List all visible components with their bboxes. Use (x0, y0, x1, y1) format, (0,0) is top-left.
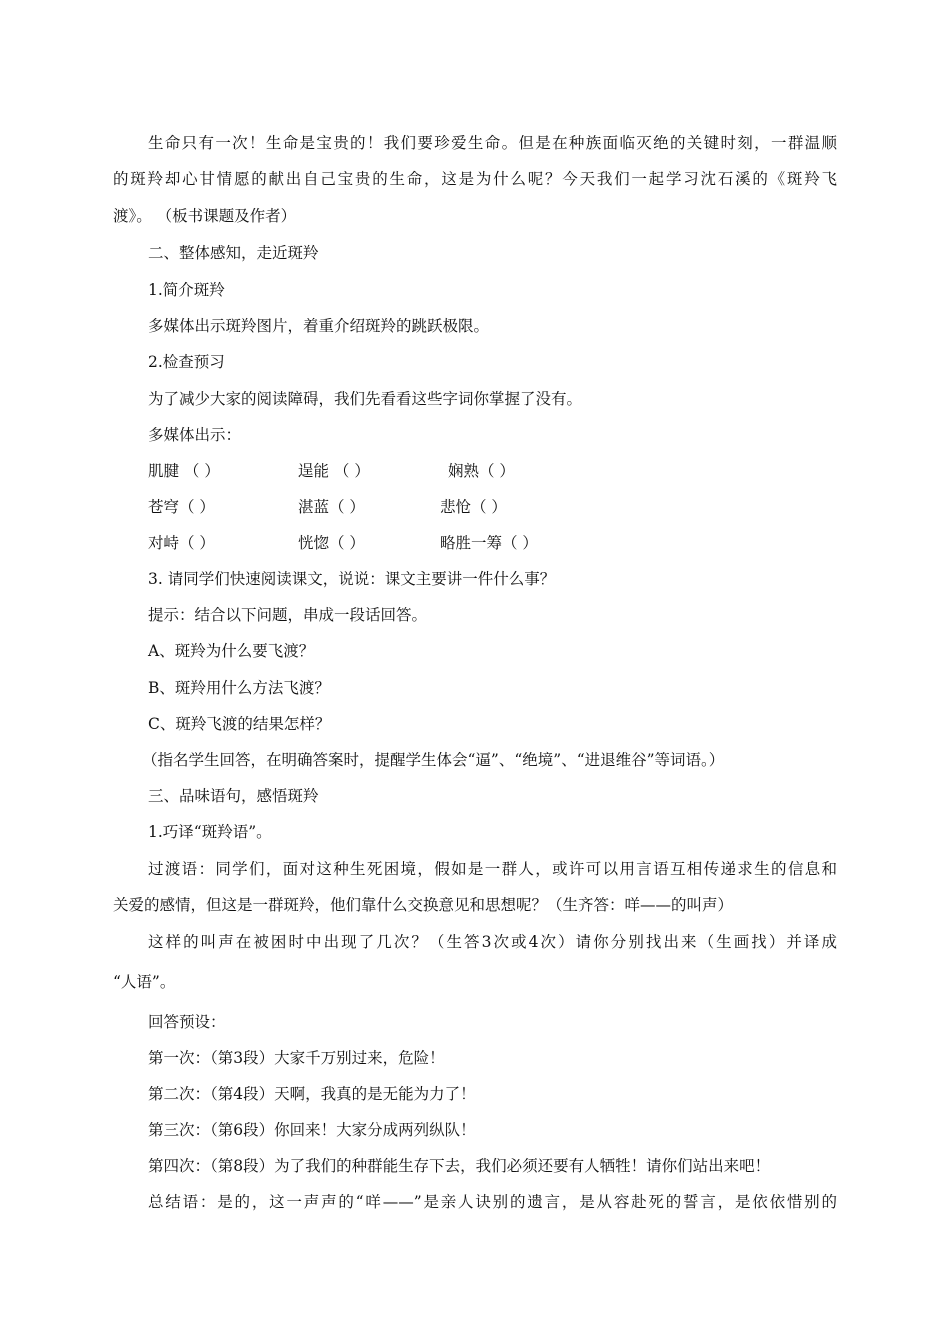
answer-item: 第二次：（第4段）天啊，我真的是无能为力了！ (148, 1085, 476, 1103)
item-3-title: 3. 请同学们快速阅读课文，说说：课文主要讲一件什么事？ (148, 570, 556, 588)
summary-line: 总结语：是的，这一声声的“咩——”是亲人诀别的遗言，是从容赴死的誓言，是依依惜别的 (148, 1193, 837, 1211)
vocab-cell: 对峙（ ） (148, 534, 215, 552)
intro-line-3: 渡》。 （板书课题及作者） (113, 207, 297, 225)
answer-item: 第三次：（第6段）你回来！大家分成两列纵队！ (148, 1121, 476, 1139)
calls-line-1: 这样的叫声在被困时中出现了几次？（生答3次或4次）请你分别找出来（生画找）并译成 (148, 933, 837, 951)
vocab-cell: 苍穹（ ） (148, 498, 215, 516)
answer-item: 第四次：（第8段）为了我们的种群能生存下去，我们必须还要有人牺牲！请你们站出来吧！ (148, 1157, 771, 1175)
preset-label: 回答预设： (148, 1013, 226, 1031)
intro-line-2: 的斑羚却心甘情愿的献出自己宝贵的生命，这是为什么呢？今天我们一起学习沈石溪的《斑羚飞 (113, 170, 837, 188)
vocab-cell: 略胜一筹（ ） (440, 534, 538, 552)
item-1-title: 1.简介斑羚 (148, 281, 225, 299)
section-3-item-1-title: 1.巧译“斑羚语”。 (148, 823, 272, 841)
item-2-show: 多媒体出示： (148, 426, 242, 444)
section-heading-2: 二、整体感知，走近斑羚 (148, 244, 319, 262)
vocab-cell: 恍惚（ ） (298, 534, 365, 552)
question-b: B、斑羚用什么方法飞渡？ (148, 679, 330, 697)
intro-line-1: 生命只有一次！生命是宝贵的！我们要珍爱生命。但是在种族面临灭绝的关键时刻，一群温顺 (148, 134, 837, 152)
calls-line-2: “人语”。 (113, 973, 176, 991)
vocab-cell: 悲怆（ ） (440, 498, 507, 516)
vocab-cell: 娴熟（ ） (448, 462, 515, 480)
vocab-cell: 湛蓝（ ） (298, 498, 365, 516)
vocab-cell: 肌腱 （ ） (148, 462, 220, 480)
item-2-text: 为了减少大家的阅读障碍，我们先看看这些字词你掌握了没有。 (148, 390, 583, 408)
question-a: A、斑羚为什么要飞渡？ (148, 642, 315, 660)
vocab-cell: 逞能 （ ） (298, 462, 370, 480)
answer-item: 第一次：（第3段）大家千万别过来，危险！ (148, 1049, 445, 1067)
teacher-note: （指名学生回答，在明确答案时，提醒学生体会“逼”、“绝境”、“进退维谷”等词语。） (142, 751, 725, 769)
section-heading-3: 三、品味语句，感悟斑羚 (148, 787, 319, 805)
transition-line-1: 过渡语：同学们，面对这种生死困境，假如是一群人，或许可以用言语互相传递求生的信息和 (148, 860, 837, 878)
question-c: C、斑羚飞渡的结果怎样？ (148, 715, 331, 733)
item-1-text: 多媒体出示斑羚图片，着重介绍斑羚的跳跃极限。 (148, 317, 490, 335)
transition-line-2: 关爱的感情，但这是一群斑羚，他们靠什么交换意见和思想呢？（生齐答：咩——的叫声） (113, 896, 734, 914)
item-2-title: 2.检查预习 (148, 353, 225, 371)
hint-text: 提示：结合以下问题，串成一段话回答。 (148, 606, 428, 624)
